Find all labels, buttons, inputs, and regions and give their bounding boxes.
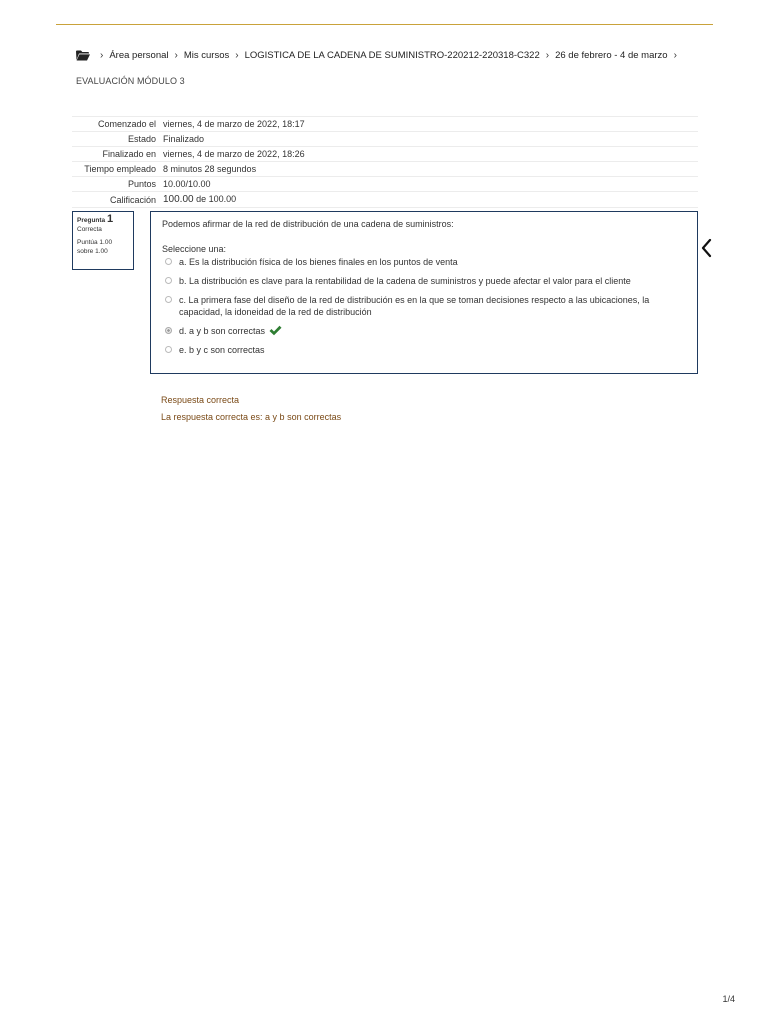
answer-option-b[interactable] — [165, 275, 686, 287]
option-label: b. La distribución es clave para la rentabilidad de la cadena de suministros y puede afectar el valor para el cliente — [179, 276, 631, 286]
breadcrumb-mis-cursos[interactable]: Mis cursos — [183, 50, 230, 61]
question-text: Podemos afirmar de la red de distribución de una cadena de suministros: — [162, 219, 454, 229]
check-icon — [269, 325, 282, 336]
summary-row — [72, 117, 698, 132]
answer-option-e[interactable] — [165, 344, 686, 356]
option-label-text: d. a y b son correctas — [179, 326, 266, 336]
question-score-line1: Puntúa 1.00 — [77, 239, 113, 246]
option-label: c. La primera fase del diseño de la red de distribución es en la que se toman decisiones respecto a las ubicaciones, la capacidad, la idoneidad de la red de distribución — [179, 295, 650, 317]
answer-prompt: Seleccione una: — [162, 244, 227, 254]
breadcrumb — [76, 50, 716, 61]
summary-value — [159, 192, 698, 208]
option-label: e. b y c son correctas — [179, 345, 265, 355]
chevron-right-icon: › — [545, 50, 550, 61]
feedback-correct-answer: La respuesta correcta es: a y b son correctas — [161, 412, 342, 422]
radio-button[interactable] — [165, 258, 172, 265]
answer-option-c[interactable] — [165, 294, 686, 318]
grade-total: de 100.00 — [196, 194, 237, 204]
option-label — [179, 325, 282, 337]
summary-key: Finalizado en — [72, 147, 159, 162]
page-number: 1/4 — [722, 994, 735, 1004]
summary-value: viernes, 4 de marzo de 2022, 18:26 — [159, 147, 698, 162]
folder-icon[interactable] — [76, 50, 90, 61]
summary-value: 10.00/10.00 — [159, 177, 698, 192]
summary-row — [72, 147, 698, 162]
question-info-box — [72, 211, 134, 270]
feedback-status: Respuesta correcta — [161, 395, 240, 405]
breadcrumb-week[interactable]: 26 de febrero - 4 de marzo — [555, 50, 668, 61]
breadcrumb-area-personal[interactable]: Área personal — [109, 50, 169, 61]
question-box — [150, 211, 698, 374]
radio-button[interactable] — [165, 277, 172, 284]
summary-value: Finalizado — [159, 132, 698, 147]
breadcrumb-course[interactable]: LOGISTICA DE LA CADENA DE SUMINISTRO-220212-220318-C322 — [244, 50, 540, 61]
question-status: Correcta — [77, 226, 102, 233]
radio-button[interactable] — [165, 346, 172, 353]
chevron-left-icon[interactable] — [697, 236, 717, 260]
summary-row — [72, 177, 698, 192]
chevron-right-icon: › — [174, 50, 178, 61]
attempt-summary-table — [72, 116, 698, 208]
summary-row — [72, 192, 698, 208]
option-label: a. Es la distribución física de los bienes finales en los puntos de venta — [179, 257, 458, 267]
summary-key: Comenzado el — [72, 117, 159, 132]
answer-option-a[interactable] — [165, 256, 686, 268]
summary-key: Estado — [72, 132, 159, 147]
chevron-right-icon: › — [235, 50, 239, 61]
page-title: EVALUACIÓN MÓDULO 3 — [76, 76, 185, 86]
question-number-value: 1 — [106, 213, 114, 225]
chevron-right-icon: › — [100, 50, 104, 61]
radio-button-selected[interactable] — [165, 327, 172, 334]
radio-button[interactable] — [165, 296, 172, 303]
summary-key: Puntos — [72, 177, 159, 192]
summary-key: Calificación — [72, 192, 159, 208]
feedback — [161, 392, 341, 426]
summary-value: 8 minutos 28 segundos — [159, 162, 698, 177]
question-label: Pregunta — [77, 217, 106, 224]
question-score-line2: sobre 1.00 — [77, 248, 108, 255]
question-number — [77, 215, 129, 225]
top-rule — [56, 24, 713, 25]
summary-value: viernes, 4 de marzo de 2022, 18:17 — [159, 117, 698, 132]
summary-row — [72, 162, 698, 177]
answer-option-d[interactable] — [165, 325, 686, 337]
summary-key: Tiempo empleado — [72, 162, 159, 177]
chevron-right-icon: › — [673, 50, 677, 61]
grade-value: 100.00 — [163, 194, 194, 205]
summary-row — [72, 132, 698, 147]
